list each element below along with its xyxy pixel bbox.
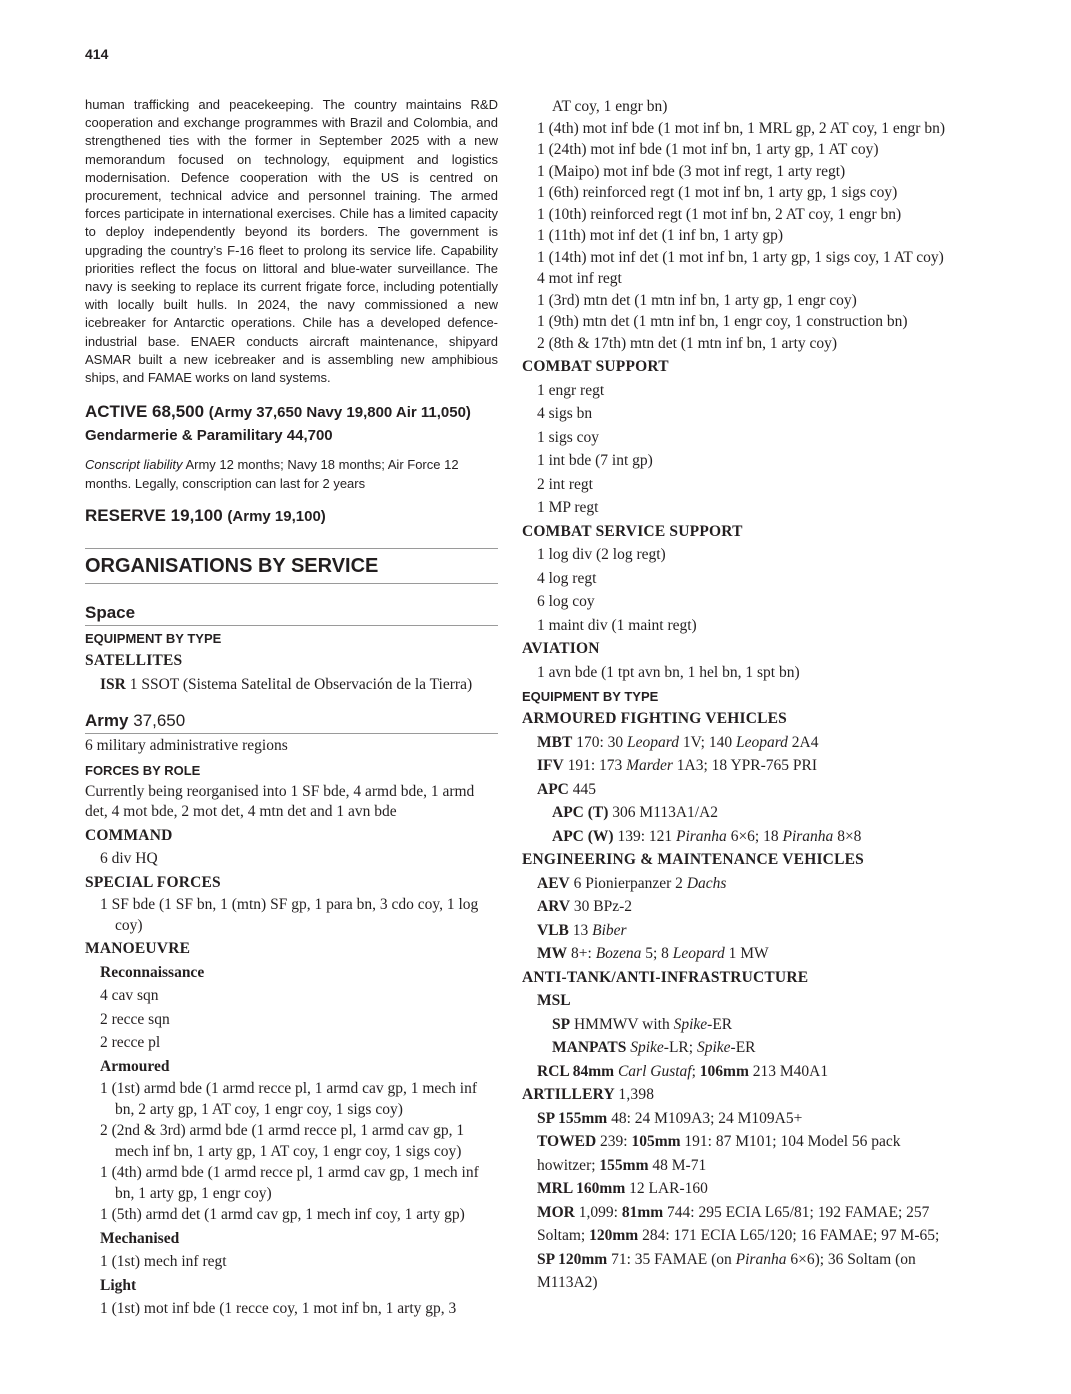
conscript-text: Army 12 months; Navy 18 months; Air Force 12 months. Legally, conscription can last for 2 years bbox=[85, 457, 459, 492]
text-fragment: Leopard bbox=[735, 733, 788, 751]
text-fragment: 1A3; 18 YPR-765 PRI bbox=[672, 757, 818, 774]
army-title: Army bbox=[85, 711, 129, 731]
text-fragment: 191: 87 M101; 104 Model 56 pack howitzer; bbox=[537, 1133, 901, 1174]
text-fragment: 48 M-71 bbox=[648, 1156, 707, 1174]
list-item: 2 recce sqn bbox=[100, 1010, 170, 1028]
apc-t-line bbox=[552, 801, 952, 825]
mbt-label: MBT bbox=[537, 733, 573, 751]
list-item: 4 cav sqn bbox=[100, 987, 159, 1005]
list-item: 1 avn bde (1 tpt avn bn, 1 hel bn, 1 spt bn) bbox=[537, 663, 800, 681]
text-fragment: 6×6); 36 Soltam (on M113A2) bbox=[537, 1250, 916, 1291]
list-item: 6 log coy bbox=[537, 593, 595, 610]
army-strength: 37,650 bbox=[133, 711, 186, 731]
mbt-line bbox=[537, 731, 952, 755]
text-fragment: 155mm bbox=[599, 1156, 649, 1174]
text-fragment: Dachs bbox=[686, 874, 727, 892]
text-fragment: 139: 121 bbox=[617, 827, 676, 845]
msl-line bbox=[537, 989, 952, 1013]
engineering-heading: ENGINEERING & MAINTENANCE VEHICLES bbox=[522, 851, 864, 868]
text-fragment: Spike bbox=[696, 1039, 731, 1056]
arv-line bbox=[537, 895, 952, 919]
mor-line bbox=[537, 1201, 952, 1295]
list-item: 1 (1st) mot inf bde (1 recce coy, 1 mot inf bn, 1 arty gp, 3 bbox=[100, 1300, 457, 1318]
list-item: 1 (24th) mot inf bde (1 mot inf bn, 1 arty gp, 1 AT coy) bbox=[537, 141, 879, 158]
text-fragment: 12 LAR-160 bbox=[629, 1180, 708, 1197]
list-item: 1 engr regt bbox=[537, 381, 605, 399]
list-item: 1 log div (2 log regt) bbox=[537, 546, 666, 563]
list-item: 1 (10th) reinforced regt (1 mot inf bn, 2 AT coy, 1 engr bn) bbox=[537, 205, 902, 223]
list-item: 2 recce pl bbox=[100, 1034, 161, 1052]
text-fragment: 81mm bbox=[621, 1203, 664, 1221]
list-item: 1 (3rd) mtn det (1 mtn inf bn, 1 arty gp, 1 engr coy) bbox=[537, 291, 857, 309]
list-item: 4 sigs bn bbox=[537, 405, 593, 422]
page-number: 414 bbox=[85, 46, 109, 62]
mrl-label: MRL 160mm bbox=[537, 1180, 626, 1197]
sp-line bbox=[552, 1013, 952, 1037]
text-fragment: Piranha bbox=[782, 827, 834, 845]
list-item: 1 sigs coy bbox=[537, 428, 599, 446]
text-fragment: 1V; 140 bbox=[678, 733, 736, 751]
text-fragment: 1 MW bbox=[724, 945, 769, 962]
text-fragment: SP 120mm bbox=[537, 1250, 608, 1268]
apc-w-label: APC (W) bbox=[552, 827, 614, 845]
list-item: 1 MP regt bbox=[537, 499, 599, 516]
aviation-heading: AVIATION bbox=[522, 640, 600, 657]
text-fragment: 306 M113A1/A2 bbox=[612, 804, 719, 821]
artillery-heading bbox=[522, 1083, 952, 1107]
army-reorg-text: Currently being reorganised into 1 SF bde, 4 armd bde, 1 armd det, 4 mot bde, 2 mot det, 4 mtn det and 1 avn bde bbox=[85, 782, 475, 821]
list-item: 1 (1st) armd bde (1 armd recce pl, 1 armd cav gp, 1 mech inf bn, 2 arty gp, 1 AT coy, 1 engr coy, 1 sigs coy) bbox=[100, 1080, 478, 1118]
light-heading: Light bbox=[100, 1276, 137, 1294]
right-column bbox=[522, 96, 952, 1295]
sp-label: SP bbox=[552, 1015, 571, 1033]
ifv-label: IFV bbox=[537, 757, 564, 774]
command-heading: COMMAND bbox=[85, 826, 173, 844]
text-fragment: -LR; bbox=[663, 1039, 697, 1056]
text-fragment: 239: bbox=[600, 1133, 632, 1150]
text-fragment: 445 bbox=[572, 780, 596, 798]
special-forces-heading: SPECIAL FORCES bbox=[85, 873, 221, 891]
combat-service-support-heading: COMBAT SERVICE SUPPORT bbox=[522, 522, 743, 540]
list-item: 1 (Maipo) mot inf bde (3 mot inf regt, 1 arty regt) bbox=[537, 162, 846, 180]
text-fragment: Spike bbox=[673, 1015, 708, 1033]
anti-tank-heading: ANTI-TANK/ANTI-INFRASTRUCTURE bbox=[522, 968, 809, 986]
text-fragment: HMMWV with bbox=[573, 1015, 674, 1033]
text-fragment: 105mm bbox=[631, 1133, 681, 1150]
list-item: 2 (2nd & 3rd) armd bde (1 armd recce pl, 1 armd cav gp, 1 mech inf bn, 1 arty gp, 1 AT coy, 1 engr coy, 1 sigs coy) bbox=[100, 1122, 465, 1160]
list-item: 1 (1st) mech inf regt bbox=[100, 1253, 227, 1271]
reserve-detail: (Army 19,100) bbox=[227, 508, 326, 526]
manoeuvre-heading: MANOEUVRE bbox=[85, 940, 191, 958]
list-item: 1 int bde (7 int gp) bbox=[537, 452, 653, 469]
text-fragment: 6×6; 18 bbox=[726, 827, 783, 845]
list-item: 1 (11th) mot inf det (1 inf bn, 1 arty gp) bbox=[537, 227, 784, 244]
text-fragment: Leopard bbox=[672, 945, 725, 962]
space-heading: Space bbox=[85, 602, 498, 626]
mor-label: MOR bbox=[537, 1203, 575, 1221]
aev-label: AEV bbox=[537, 874, 570, 892]
forces-by-role-heading: FORCES BY ROLE bbox=[85, 762, 201, 778]
list-item: 1 (4th) mot inf bde (1 mot inf bn, 1 MRL gp, 2 AT coy, 1 engr bn) bbox=[537, 119, 945, 137]
text-fragment: 5; 8 bbox=[641, 945, 673, 962]
isr-label: ISR bbox=[100, 675, 126, 693]
text-fragment: -ER bbox=[707, 1015, 733, 1033]
list-item: 1 (6th) reinforced regt (1 mot inf bn, 1 arty gp, 1 sigs coy) bbox=[537, 184, 898, 201]
list-item: 1 (4th) armd bde (1 armd recce pl, 1 armd cav gp, 1 mech inf bn, 1 arty gp, 1 engr coy) bbox=[100, 1164, 479, 1202]
list-item: 1 (5th) armd det (1 armd cav gp, 1 mech inf coy, 1 arty gp) bbox=[100, 1206, 465, 1224]
text-fragment: 71: 35 FAMAE (on bbox=[607, 1250, 736, 1268]
list-item: 4 log regt bbox=[537, 569, 597, 587]
apc-label: APC bbox=[537, 780, 569, 798]
manpats-line bbox=[552, 1036, 952, 1060]
sp155-label: SP 155mm bbox=[537, 1109, 608, 1127]
vlb-label: VLB bbox=[537, 921, 569, 939]
text-fragment: 191: 173 bbox=[567, 757, 627, 774]
reconnaissance-heading: Reconnaissance bbox=[100, 963, 205, 981]
text-fragment: 284: 171 ECIA L65/120; 16 FAMAE; 97 M-65; bbox=[638, 1227, 940, 1244]
conscript-liability bbox=[85, 455, 498, 493]
rcl-label: RCL 84mm bbox=[537, 1062, 615, 1080]
list-item: 1 (9th) mtn det (1 mtn inf bn, 1 engr coy, 1 construction bn) bbox=[537, 313, 908, 330]
towed-line bbox=[537, 1130, 952, 1177]
text-fragment: Marder bbox=[626, 757, 673, 774]
active-label: ACTIVE 68,500 bbox=[85, 402, 205, 422]
rcl-line bbox=[537, 1060, 952, 1084]
text-fragment: Biber bbox=[592, 921, 627, 939]
text-fragment: 106mm bbox=[699, 1062, 749, 1080]
text-fragment: Piranha bbox=[676, 827, 727, 845]
left-column bbox=[85, 96, 498, 1321]
list-item: 1 maint div (1 maint regt) bbox=[537, 616, 697, 634]
text-fragment: Bozena bbox=[595, 945, 642, 962]
reserve-label: RESERVE 19,100 bbox=[85, 506, 223, 526]
mw-line bbox=[537, 942, 952, 966]
manpats-label: MANPATS bbox=[552, 1039, 627, 1056]
ifv-line bbox=[537, 754, 952, 778]
list-item: 4 mot inf regt bbox=[537, 270, 622, 287]
text-fragment: 170: 30 bbox=[576, 733, 627, 751]
army-regions: 6 military administrative regions bbox=[85, 737, 288, 755]
afv-heading: ARMOURED FIGHTING VEHICLES bbox=[522, 710, 788, 727]
list-item-continued: AT coy, 1 engr bn) bbox=[552, 98, 668, 115]
text-fragment: Piranha bbox=[735, 1250, 787, 1268]
isr-line bbox=[100, 673, 498, 697]
text-fragment: 744: 295 ECIA L65/81; 192 FAMAE; 257 Soltam; bbox=[537, 1203, 930, 1244]
text-fragment: 1,099: bbox=[578, 1203, 622, 1221]
towed-label: TOWED bbox=[537, 1133, 597, 1150]
artillery-total: 1,398 bbox=[618, 1086, 655, 1103]
apc-t-label: APC (T) bbox=[552, 804, 609, 821]
text-fragment: 120mm bbox=[589, 1227, 639, 1244]
text-fragment: 213 M40A1 bbox=[748, 1062, 829, 1080]
text-fragment: 8×8 bbox=[833, 827, 862, 845]
text-fragment: 13 bbox=[572, 921, 593, 939]
active-detail: (Army 37,650 Navy 19,800 Air 11,050) Gendarmerie & Paramilitary 44,700 bbox=[85, 404, 471, 445]
mrl-line bbox=[537, 1177, 952, 1201]
apc-w-line bbox=[552, 825, 952, 849]
list-item: 2 (8th & 17th) mtn det (1 mtn inf bn, 1 arty coy) bbox=[537, 334, 838, 352]
mw-label: MW bbox=[537, 945, 568, 962]
text-fragment: 6 Pionierpanzer 2 bbox=[573, 874, 687, 892]
apc-line bbox=[537, 778, 952, 802]
msl-label: MSL bbox=[537, 992, 571, 1009]
list-item: 1 SF bde (1 SF bn, 1 (mtn) SF gp, 1 para bn, 3 cdo coy, 1 log coy) bbox=[100, 896, 479, 934]
satellites-heading: SATELLITES bbox=[85, 652, 183, 670]
army-heading bbox=[85, 710, 498, 734]
isr-text: 1 SSOT (Sistema Satelital de Observación de la Tierra) bbox=[129, 675, 473, 693]
aev-line bbox=[537, 872, 952, 896]
text-fragment: 8+: bbox=[571, 945, 596, 962]
text-fragment: 30 BPz-2 bbox=[573, 898, 633, 915]
list-item: 1 (14th) mot inf det (1 mot inf bn, 1 arty gp, 1 sigs coy, 1 AT coy) bbox=[537, 248, 944, 266]
vlb-line bbox=[537, 919, 952, 943]
intro-paragraph: human trafficking and peacekeeping. The country maintains R&D cooperation and exchange programmes with Brazil and Colombia, and strengthened ties with the former in September 2025 with a new memorandum focused on technology, equipment and logistics modernisation. Defence cooperation with the US is centred on procurement, technical advice and personnel training. The armed forces participate in international exercises. Chile has a limited capacity to deploy independently beyond its borders. The government is upgrading the country’s F-16 fleet to prolong its service life. Capability priorities reflect the focus on littoral and blue-water surveillance. The navy is seeking to replace its current frigate force, including potentially with locally built hulls. In 2024, the navy commissioned a new icebreaker for Antarctic operations. Chile has a developed defence-industrial base. ENAER conducts aircraft maintenance, shipyard ASMAR built a new icebreaker and is assembling new amphibious ships, and FAMAE works on land systems. bbox=[85, 97, 498, 386]
sp155-line bbox=[537, 1107, 952, 1131]
armoured-heading: Armoured bbox=[100, 1057, 170, 1075]
reserve-heading bbox=[85, 505, 498, 528]
text-fragment: 2A4 bbox=[787, 733, 819, 751]
space-equipment-heading: EQUIPMENT BY TYPE bbox=[85, 631, 222, 647]
text-fragment: 48: 24 M109A3; 24 M109A5+ bbox=[611, 1109, 803, 1127]
text-fragment: ; bbox=[691, 1062, 700, 1080]
artillery-label: ARTILLERY bbox=[522, 1086, 615, 1103]
list-item: 2 int regt bbox=[537, 475, 593, 493]
army-equipment-heading: EQUIPMENT BY TYPE bbox=[522, 689, 659, 704]
text-fragment: Leopard bbox=[627, 733, 679, 751]
combat-support-heading: COMBAT SUPPORT bbox=[522, 358, 669, 375]
active-strength-heading bbox=[85, 401, 498, 447]
conscript-label: Conscript liability bbox=[85, 457, 183, 473]
text-fragment: Carl Gustaf bbox=[617, 1062, 692, 1080]
list-item: 6 div HQ bbox=[100, 850, 158, 868]
mechanised-heading: Mechanised bbox=[100, 1229, 180, 1247]
text-fragment: -ER bbox=[730, 1039, 756, 1056]
arv-label: ARV bbox=[537, 898, 571, 915]
organisations-heading: ORGANISATIONS BY SERVICE bbox=[85, 548, 498, 584]
text-fragment: Spike bbox=[630, 1039, 664, 1056]
